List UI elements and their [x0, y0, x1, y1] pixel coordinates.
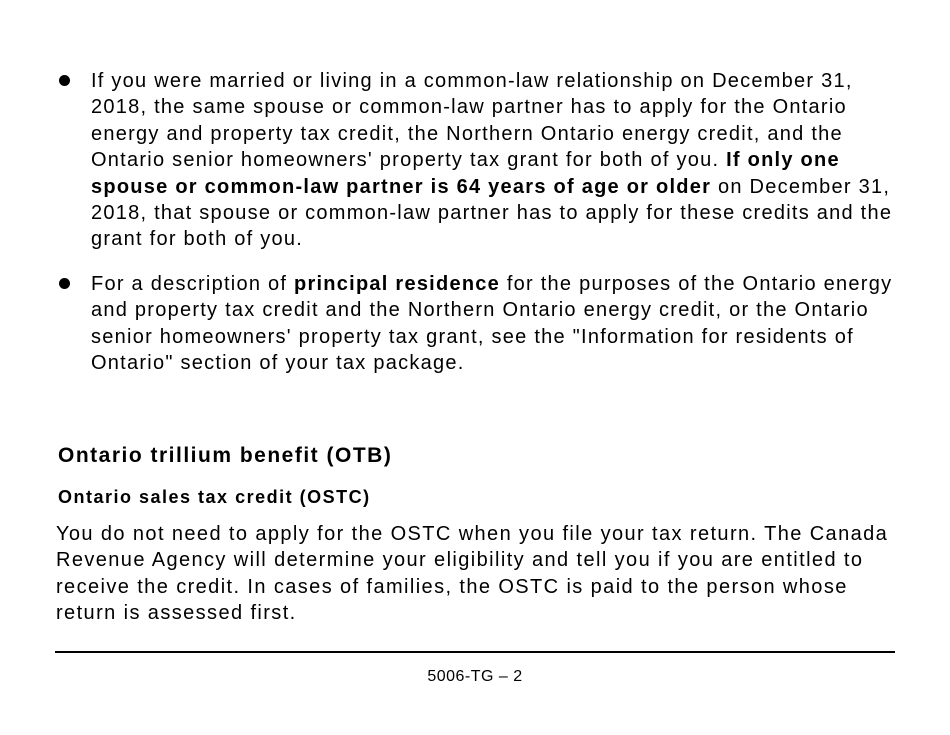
list-item [58, 68, 898, 253]
page-footer: 5006-TG – 2 [427, 668, 523, 685]
bullet-text: for the purposes of the Ontario energy and property tax credit and the Northern Ontario energy credit, or the Ontario senior homeowners' property tax grant, see the "Information for residents of Ontario" section of your tax package. [91, 272, 893, 375]
bullet-text: If you were married or living in a common-law relationship on December 31, 2018, the same spouse or common-law partner has to apply for the Ontario energy and property tax credit, the Northern Ontario energy credit, and the Ontario senior homeowners' property tax grant for both of you. [91, 70, 853, 172]
bullet-text: For a description of [91, 272, 294, 295]
section-heading: Ontario trillium benefit (OTB) [58, 444, 393, 467]
bullet-list [58, 68, 898, 394]
bullet-text: on December 31, 2018, that spouse or common-law partner has to apply for these credits and the grant for both of you. [91, 175, 893, 251]
list-item [58, 271, 898, 377]
bullet-bold-text: If only one spouse or common-law partner is 64 years of age or older [91, 149, 840, 198]
body-paragraph: You do not need to apply for the OSTC when you file your tax return. The Canada Revenue Agency will determine your eligibility and tell you if you are entitled to receive the credit. In cases of families, the OSTC is paid to the person whose return is assessed first. [56, 523, 889, 625]
footer-divider [55, 651, 895, 653]
subsection-heading: Ontario sales tax credit (OSTC) [58, 487, 371, 507]
bullet-icon [59, 75, 70, 86]
bullet-bold-text: principal residence [294, 272, 501, 295]
bullet-icon [59, 278, 70, 289]
